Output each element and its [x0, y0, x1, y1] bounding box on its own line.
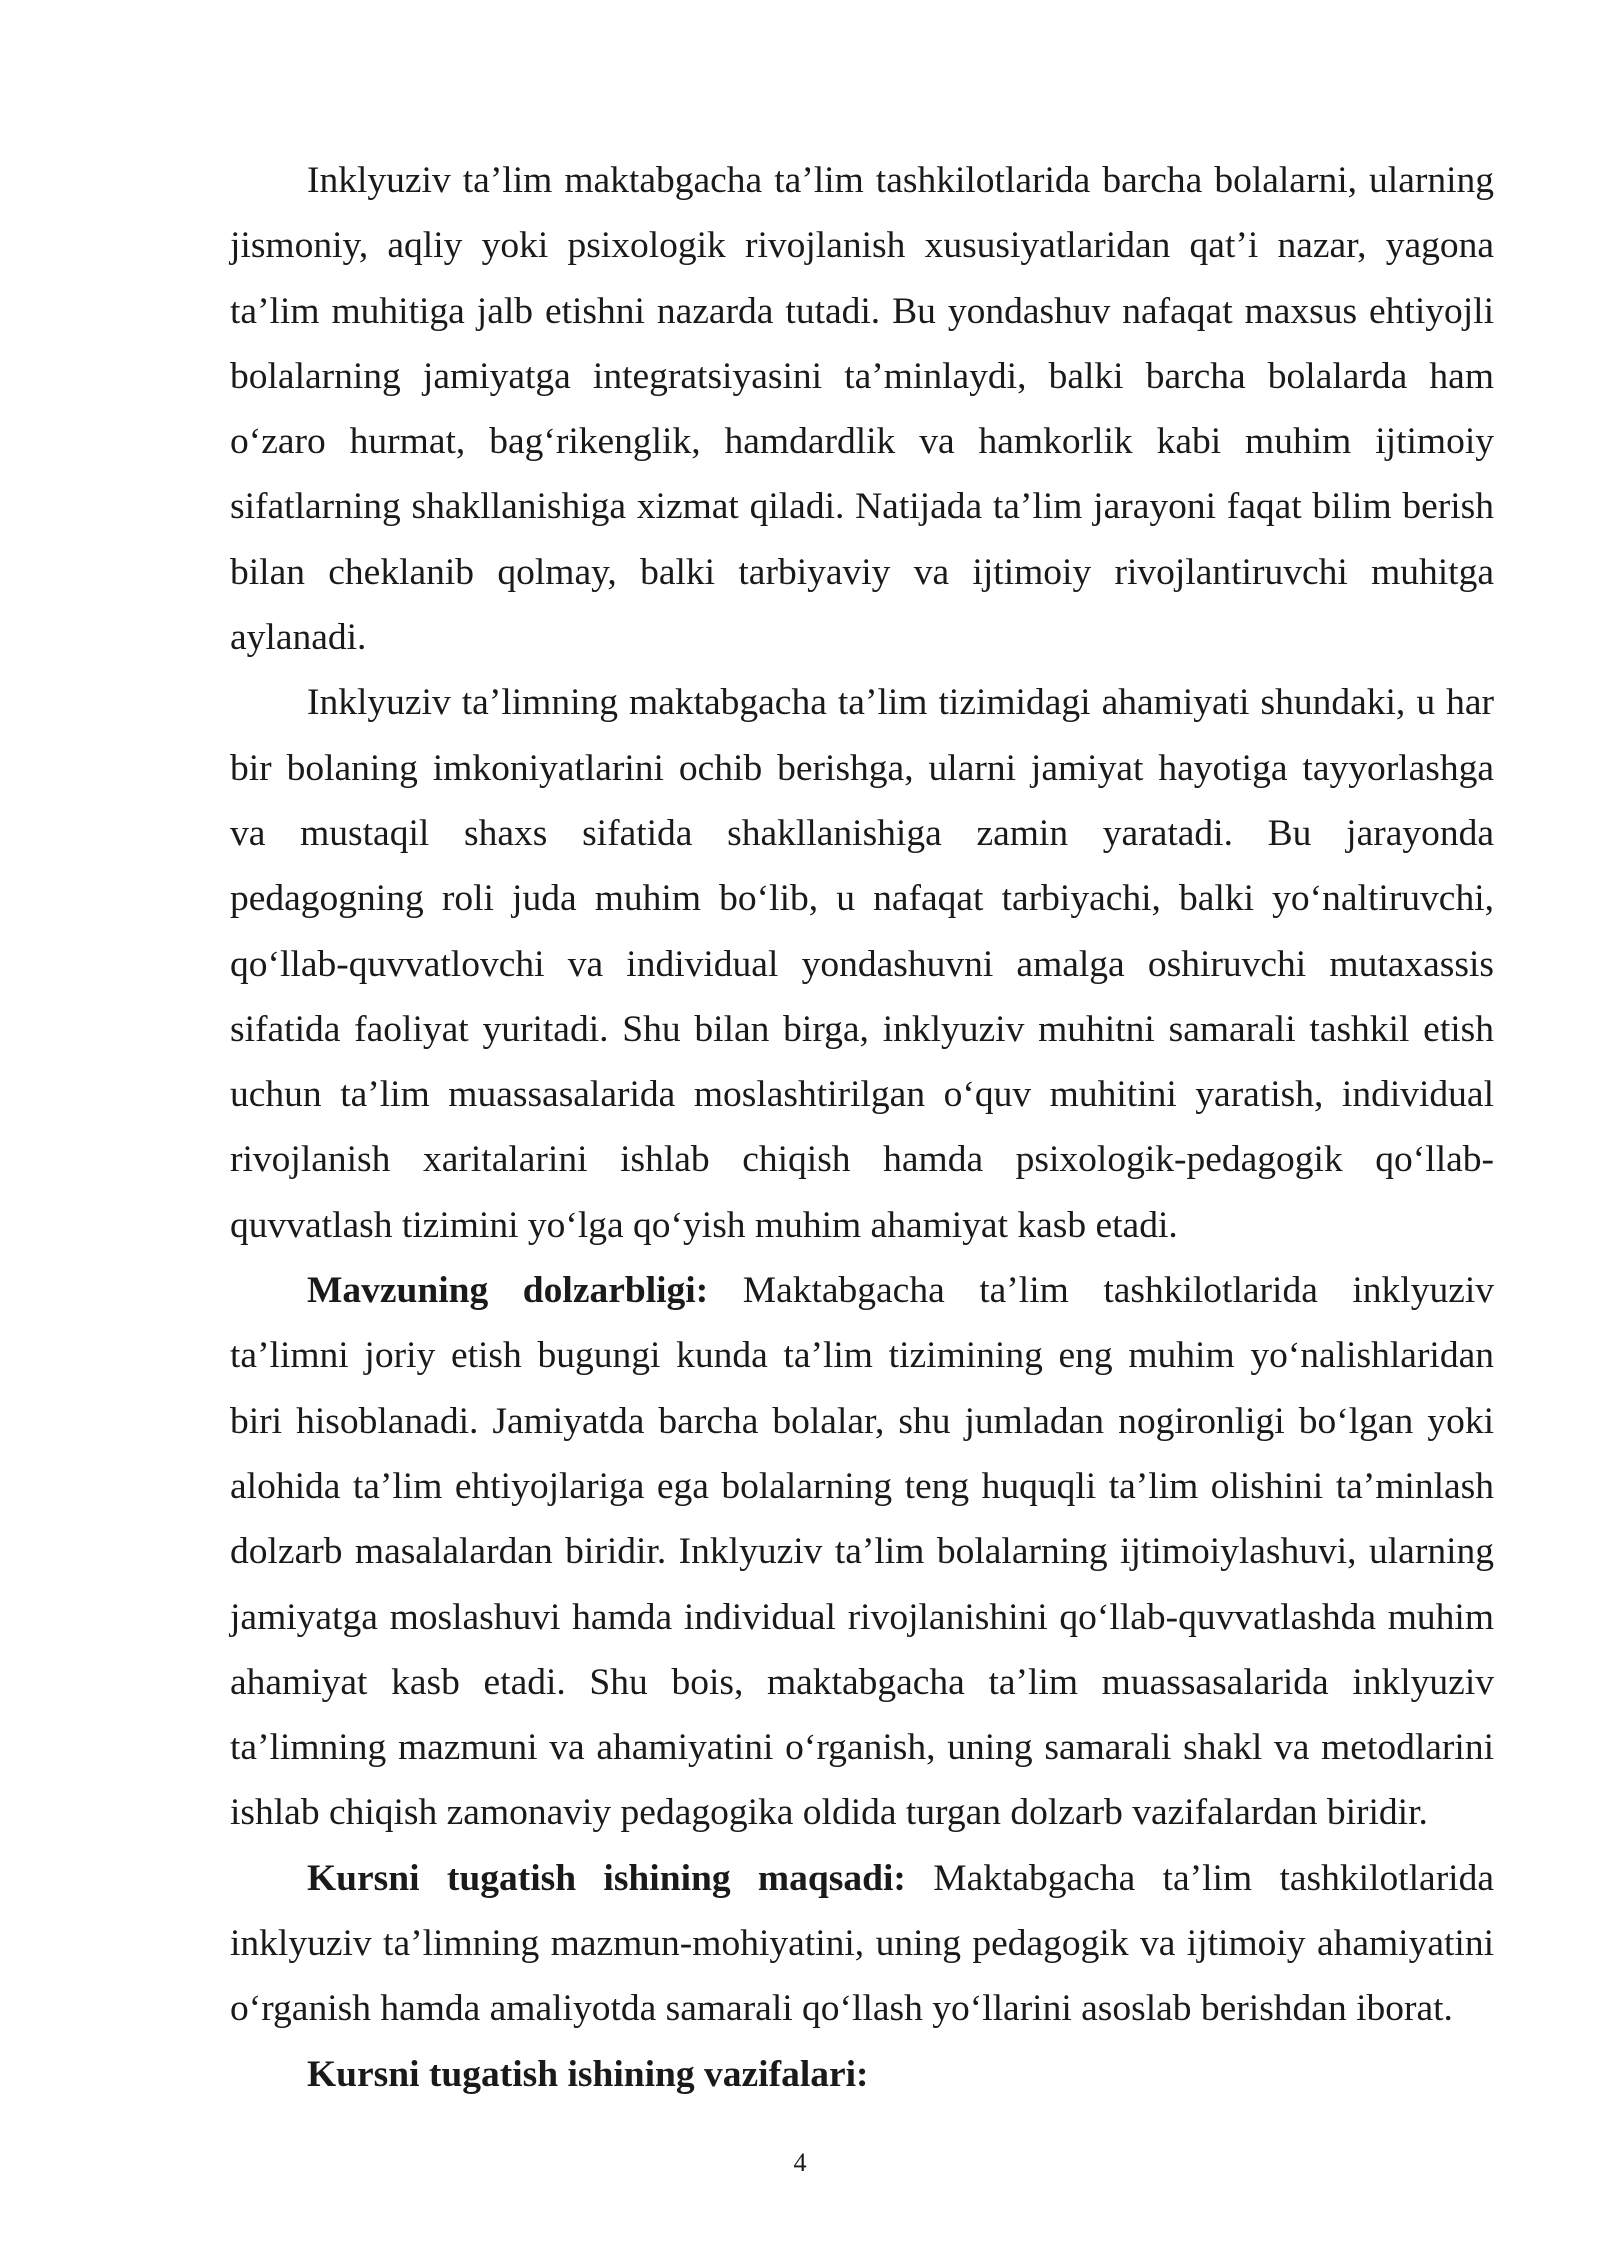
paragraph-text: Maktabgacha ta’lim tashkilotlarida inklyuziv ta’limni joriy etish bugungi kunda ta’lim tizimining eng muhim yo‘nalishlaridan biri hisoblanadi. Jamiyatda barcha bolalar, shu jumladan nogironligi bo‘lgan yoki alohida ta’lim ehtiyojlariga ega bolalarning teng huquqli ta’lim olishini ta’minlash dolzarb masalalardan biridir. Inklyuziv ta’lim bolalarning ijtimoiylashuvi, ularning jamiyatga moslashuvi hamda individual rivojlanishini qo‘llab-quvvatlashda muhim ahamiyat kasb etadi. Shu bois, maktabgacha ta’lim muassasalarida inklyuziv ta’limning mazmuni va ahamiyatini o‘rganish, uning samarali shakl va metodlarini ishlab chiqish zamonaviy pedagogika oldida turgan dolzarb vazifalardan biridir. [230, 1270, 1495, 1834]
relevance-heading: Mavzuning dolzarbligi: [307, 1270, 709, 1312]
paragraph-importance [230, 670, 1494, 1258]
paragraph-goal [230, 1846, 1494, 2042]
paragraph-text: Inklyuziv ta’limning maktabgacha ta’lim tizimidagi ahamiyati shundaki, u har bir bolaning imkoniyatlarini ochib berishga, ularni jamiyat hayotiga tayyorlashga va mustaqil shaxs sifatida shakllanishiga zamin yaratadi. Bu jarayonda pedagogning roli juda muhim bo‘lib, u nafaqat tarbiyachi, balki yo‘naltiruvchi, qo‘llab-quvvatlovchi va individual yondashuvni amalga oshiruvchi mutaxassis sifatida faoliyat yuritadi. Shu bilan birga, inklyuziv muhitni samarali tashkil etish uchun ta’lim muassasalarida moslashtirilgan o‘quv muhitini yaratish, individual rivojlanish xaritalarini ishlab chiqish hamda psixologik-pedagogik qo‘llab-quvvatlash tizimini yo‘lga qo‘yish muhim ahamiyat kasb etadi. [230, 682, 1494, 1246]
paragraph-relevance [230, 1258, 1494, 1846]
tasks-heading: Kursni tugatish ishining vazifalari: [307, 2053, 869, 2095]
paragraph-intro [230, 148, 1494, 670]
paragraph-text: Inklyuziv ta’lim maktabgacha ta’lim tashkilotlarida barcha bolalarni, ularning jismoniy, aqliy yoki psixologik rivojlanish xususiyatlaridan qat’i nazar, yagona ta’lim muhitiga jalb etishni nazarda tutadi. Bu yondashuv nafaqat maxsus ehtiyojli bolalarning jamiyatga integratsiyasini ta’minlaydi, balki barcha bolalarda ham o‘zaro hurmat, bag‘rikenglik, hamdardlik va hamkorlik kabi muhim ijtimoiy sifatlarning shakllanishiga xizmat qiladi. Natijada ta’lim jarayoni faqat bilim berish bilan cheklanib qolmay, balki tarbiyaviy va ijtimoiy rivojlantiruvchi muhitga aylanadi. [230, 160, 1494, 659]
body-text [230, 148, 1494, 2107]
goal-heading: Kursni tugatish ishining maqsadi: [307, 1857, 906, 1899]
page-number: 4 [793, 2148, 807, 2177]
paragraph-text: Maktabgacha ta’lim tashkilotlarida inklyuziv ta’limning mazmun-mohiyatini, uning pedagogik va ijtimoiy ahamiyatini o‘rganish hamda amaliyotda samarali qo‘llash yo‘llarini asoslab berishdan iborat. [230, 1857, 1494, 2030]
paragraph-tasks [230, 2042, 1494, 2107]
